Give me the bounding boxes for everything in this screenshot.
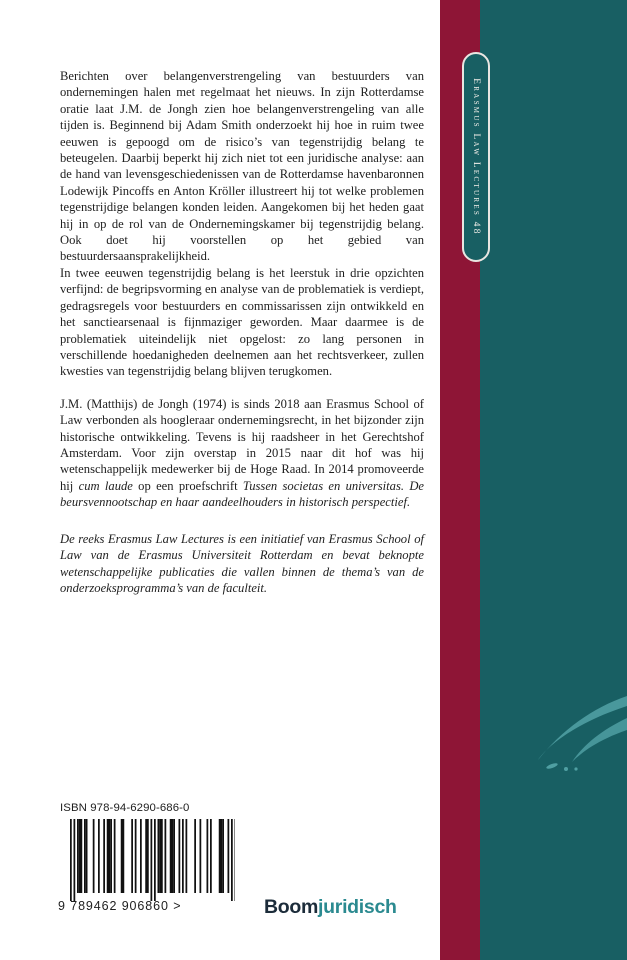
barcode-bar <box>182 819 184 893</box>
barcode-bar <box>222 819 224 893</box>
barcode-bar <box>103 819 105 893</box>
teal-band <box>480 0 627 960</box>
barcode-bar <box>140 819 142 893</box>
barcode-bar <box>77 819 79 893</box>
barcode-bar <box>165 819 167 893</box>
barcode-bar <box>131 819 133 893</box>
series-note: De reeks Erasmus Law Lectures is een initiatief van Erasmus School of Law van de Erasmus Universiteit Rotterdam en bevat beknopte wetenschappelijke publicaties die vallen binnen de thema’s van de onderzoeksprogramma’s van de faculteit. <box>60 532 424 596</box>
barcode-bar <box>154 819 156 901</box>
barcode-bar <box>151 819 153 901</box>
barcode-bar <box>107 819 109 893</box>
barcode-bar <box>121 819 123 893</box>
barcode-bar <box>173 819 175 893</box>
barcode-bar <box>98 819 100 893</box>
series-badge-label: Erasmus Law Lectures 48 <box>471 78 481 236</box>
barcode-bar <box>79 819 81 893</box>
barcode-bar <box>221 819 223 893</box>
barcode-bar <box>135 819 137 893</box>
barcode-bar <box>74 819 76 901</box>
barcode-bar <box>158 819 160 893</box>
author-bio <box>60 396 424 511</box>
barcode-bar <box>161 819 163 893</box>
blurb-paragraph-2: In twee eeuwen tegenstrijdig belang is het leerstuk in drie opzichten verfijnd: de begripsvorming en analyse van de problematiek is verdiept, gedragsregels voor bestuurders en commissarissen zijn ontwikkeld en het sanctiearsenaal is fijnmaziger geworden. Maar daarmee is de problematiek uiteindelijk niet opgelost: zo lang personen in verschillende hoedanigheden deelnemen aan het rechtsverkeer, zullen kwesties van tegenstrijdig belang blijven terugkomen. <box>60 265 424 379</box>
barcode-bar <box>123 819 125 893</box>
author-bio-part-1: J.M. (Matthijs) de Jongh (1974) is sinds 2018 aan Erasmus School of Law verbonden als hoogleraar ondernemingsrecht, in het bijzonder zijn historische ontwikkeling. Tevens is hij raadsheer in het Gerechtshof Amsterdam. Voor zijn overstap in 2015 naar dit hof was hij wetenschappelijk medewerker bij de Hoge Raad. In 2014 promoveerde hij <box>60 396 424 493</box>
author-bio-part-2: op een proefschrift <box>132 478 243 493</box>
barcode-bar <box>93 819 95 893</box>
barcode-bar <box>219 819 221 893</box>
author-bio-emphasis-1: cum laude <box>78 478 133 493</box>
swoosh-graphic <box>532 690 627 780</box>
barcode-bar <box>81 819 83 893</box>
ean-digits: 9 789462 906860 > <box>58 899 182 913</box>
barcode-bar <box>86 819 88 893</box>
barcode-bar <box>70 819 72 901</box>
barcode-bar <box>210 819 212 893</box>
publisher-logo-juridisch: juridisch <box>318 896 397 918</box>
barcode-bar <box>207 819 209 893</box>
barcode-bar <box>147 819 149 893</box>
dissertation-title: Tussen societas en universitas. De beursvennootschap en haar aandeelhouders in historisch perspectief. <box>60 478 424 510</box>
blurb-paragraph-1: Berichten over belangenverstrengeling van bestuurders van ondernemingen halen met regelmaat het nieuws. In zijn Rotterdamse oratie laat J.M. de Jongh zien hoe belangenverstrengeling van alle tijden is. Beginnend bij Adam Smith onderzoekt hij hoe in ruim twee eeuwen is gepoogd om de risico’s van tegenstrijdig belang te beteugelen. Daarbij beperkt hij zich niet tot een juridische analyse: aan de hand van levensgeschiedenissen van de Rotterdamse havenbaronnen Lodewijk Pincoffs en Anton Kröller illustreert hij tot welke problemen tegenstrijdige belangen konden leiden. Aangekomen bij het heden gaat hij in op de rol van de Ondernemingskamer bij tegenstrijdig belang. Ook doet hij voorstellen op het gebied van bestuurdersaansprakelijkheid. <box>60 69 424 264</box>
barcode-bar <box>172 819 174 893</box>
barcode-image <box>60 819 235 901</box>
barcode-bar <box>84 819 86 893</box>
isbn-label: ISBN 978-94-6290-686-0 <box>60 802 190 814</box>
barcode-bar <box>231 819 233 901</box>
barcode-bar <box>194 819 196 893</box>
barcode-bar <box>109 819 111 893</box>
barcode-bar <box>228 819 230 893</box>
barcode-bar <box>200 819 202 893</box>
blurb-text <box>60 68 424 511</box>
publisher-logo <box>264 896 397 919</box>
barcode-bar <box>170 819 172 893</box>
barcode-bar <box>145 819 147 893</box>
barcode-bar <box>110 819 112 893</box>
barcode-bar <box>179 819 181 893</box>
barcode-block <box>60 802 240 914</box>
barcode-bar <box>186 819 188 893</box>
publisher-logo-boom: Boom <box>264 896 319 918</box>
barcode-bar <box>159 819 161 893</box>
barcode-bar <box>235 819 236 901</box>
barcode-bar <box>114 819 116 893</box>
